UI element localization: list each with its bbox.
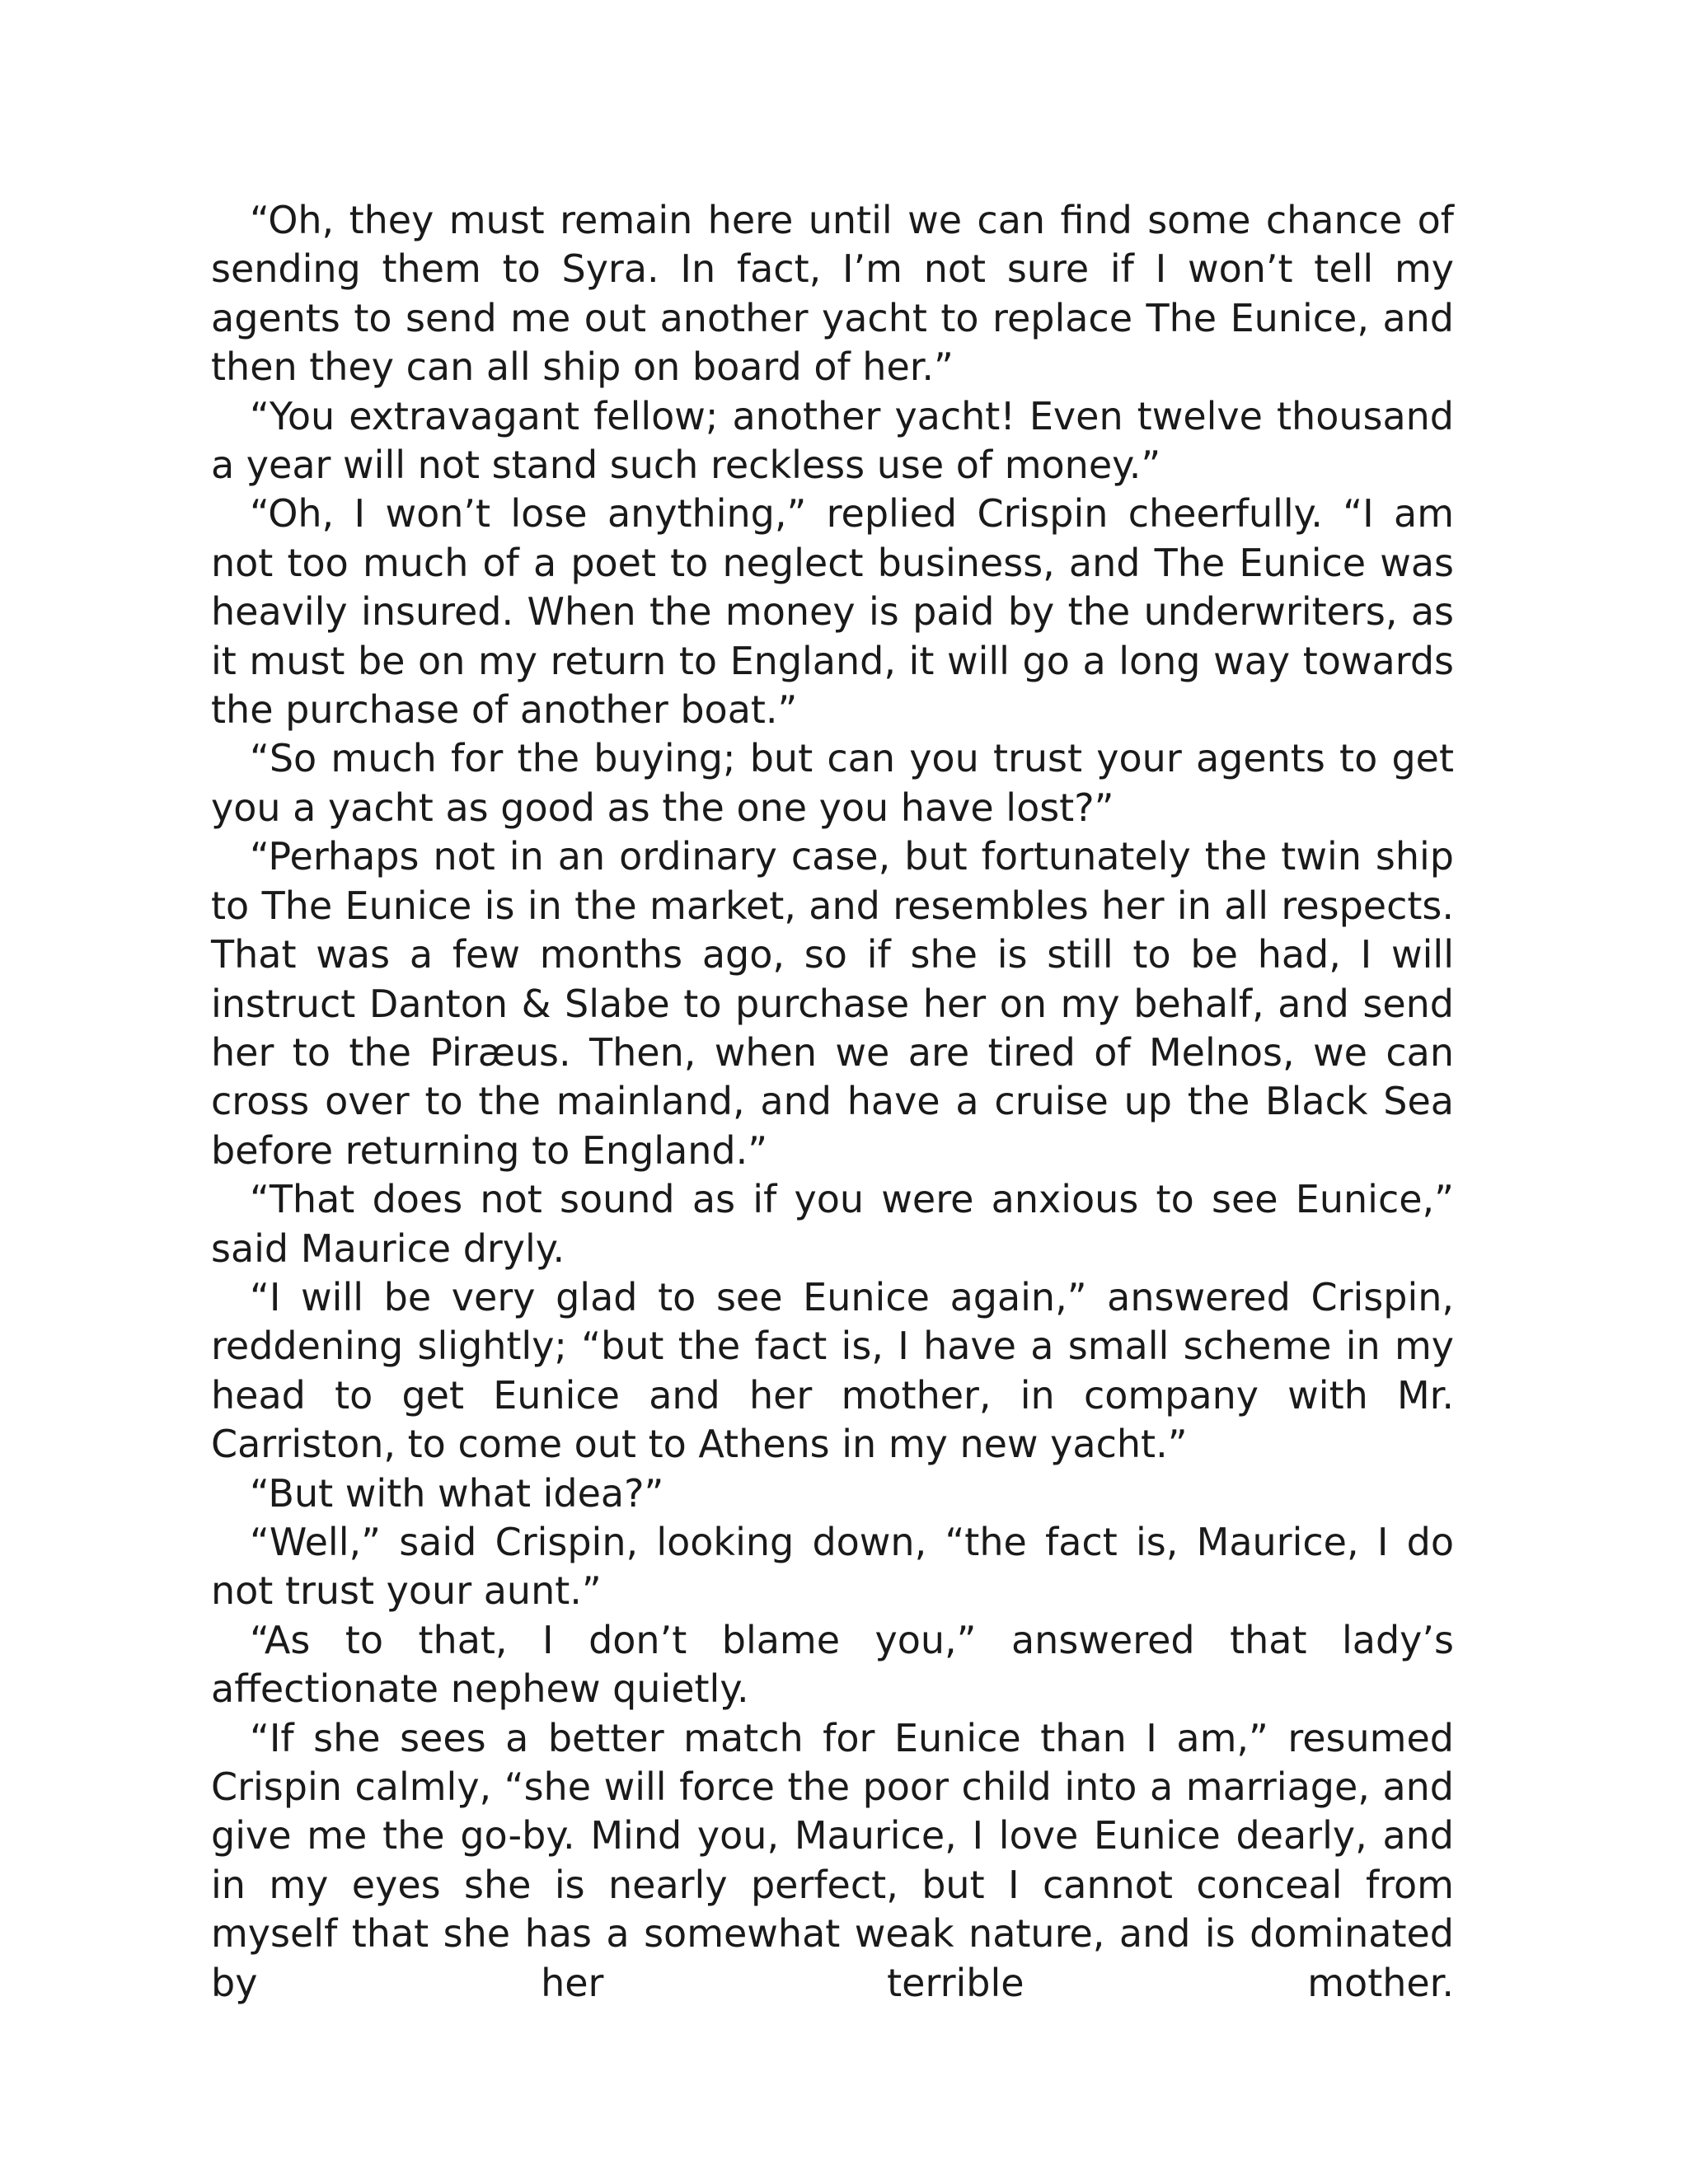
- paragraph: “Well,” said Crispin, looking down, “the fact is, Maurice, I do not trust your aunt.”: [211, 1519, 1454, 1614]
- paragraph: “Perhaps not in an ordinary case, but fortunately the twin ship to The Eunice is in the market, and resembles her in all respects. That was a few months ago, so if she is still to be had, I will instruct Danton & Slabe to purchase her on my behalf, and send her to the Piræus. Then, when we are tired of Melnos, we can cross over to the mainland, and have a cruise up the Black Sea before returning to England.”: [211, 834, 1454, 1173]
- page-text-body: [211, 196, 1454, 2008]
- paragraph: “But with what idea?”: [250, 1470, 664, 1516]
- paragraph: “You extravagant fellow; another yacht! Even twelve thousand a year will not stand such reckless use of money.”: [211, 393, 1454, 488]
- paragraph: “I will be very glad to see Eunice again,” answered Crispin, reddening slightly; “but the fact is, I have a small scheme in my head to get Eunice and her mother, in company with Mr. Carriston, to come out to Athens in my new yacht.”: [211, 1274, 1454, 1467]
- paragraph: “That does not sound as if you were anxious to see Eunice,” said Maurice dryly.: [211, 1177, 1454, 1271]
- paragraph: “Oh, they must remain here until we can find some chance of sending them to Syra. In fact, I’m not sure if I won’t tell my agents to send me out another yacht to replace The Eunice, and then they can all ship on board of her.”: [211, 198, 1454, 390]
- paragraph: “As to that, I don’t blame you,” answered that lady’s affectionate nephew quietly.: [211, 1617, 1454, 1712]
- paragraph: “If she sees a better match for Eunice than I am,” resumed Crispin calmly, “she will force the poor child into a marriage, and give me the go-by. Mind you, Maurice, I love Eunice dearly, and in my eyes she is nearly perfect, but I cannot conceal from myself that she has a somewhat weak nature, and is dominated by her terrible mother.: [211, 1715, 1454, 2005]
- paragraph: “So much for the buying; but can you trust your agents to get you a yacht as good as the one you have lost?”: [211, 736, 1454, 830]
- paragraph: “Oh, I won’t lose anything,” replied Crispin cheerfully. “I am not too much of a poet to neglect business, and The Eunice was heavily insured. When the money is paid by the underwriters, as it must be on my return to England, it will go a long way towards the purchase of another boat.”: [211, 491, 1454, 733]
